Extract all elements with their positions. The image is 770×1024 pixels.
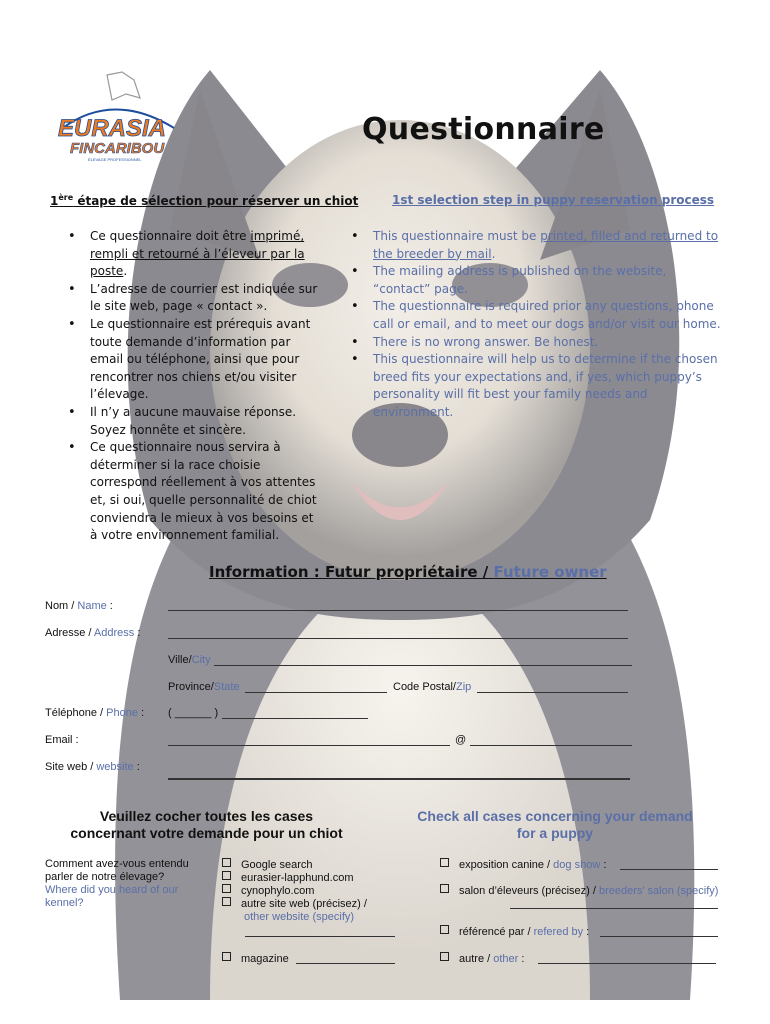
website-label: Site web / website : (45, 761, 140, 773)
checkbox[interactable] (440, 858, 449, 867)
source-question: Comment avez-vous entendu parler de notre élevage? Where did you heard of our kennel? (45, 858, 189, 909)
option-other[interactable]: autre / other : (440, 952, 524, 966)
checkbox[interactable] (222, 884, 231, 893)
option-breeders-salon[interactable]: salon d’éleveurs (précisez) / breeders’ salon (specify) (440, 884, 720, 898)
check-heading-en: Check all cases concerning your demand for a puppy (417, 808, 693, 841)
dog-show-field[interactable] (620, 869, 718, 870)
list-item: • There is no wrong answer. Be honest. (373, 334, 723, 352)
address-label: Adresse / Address : (45, 627, 141, 639)
phone-field[interactable] (222, 718, 368, 719)
option-referred-by[interactable]: référencé par / refered by : (440, 925, 589, 939)
list-item: • The questionnaire is required prior any questions, phone call or email, and to meet our dogs and/or visit our home. (373, 298, 723, 333)
wolf-head-icon (52, 70, 182, 165)
page-title: Questionnaire (362, 112, 605, 147)
owner-info-heading: Information : Futur propriétaire / Future owner (209, 563, 607, 581)
step-heading-en: 1st selection step in puppy reservation process (392, 193, 715, 207)
breeders-salon-field[interactable] (510, 908, 718, 909)
other-website-field[interactable] (245, 936, 395, 937)
logo-brand: EURASIA (58, 115, 167, 142)
city-label: Ville/City (168, 654, 211, 666)
checkbox[interactable] (222, 897, 231, 906)
list-item: • This questionnaire must be printed, filled and returned to the breeder by mail. (373, 228, 723, 263)
list-item: • Il n’y a aucune mauvaise réponse. Soyez honnête et sincère. (90, 404, 320, 439)
checkbox[interactable] (440, 925, 449, 934)
email-label: Email : (45, 734, 79, 746)
phone-area-code[interactable]: ( ______ ) (168, 707, 219, 719)
checkbox[interactable] (440, 884, 449, 893)
city-field[interactable] (214, 665, 632, 666)
other-field[interactable] (538, 963, 716, 964)
checkbox[interactable] (222, 858, 231, 867)
at-sign: @ (455, 734, 467, 746)
step-heading-fr: 1ère étape de sélection pour réserver un chiot (50, 193, 359, 208)
list-item: • Le questionnaire est prérequis avant toute demande d’information par email ou téléphone, ainsi que pour rencontrer nos chiens et/ou visiter l’élevage. (90, 316, 320, 404)
list-item: • This questionnaire will help us to determine if the chosen breed fits your expectations and, if yes, which puppy’s personality will fit best your family needs and environment. (373, 351, 723, 421)
checkbox[interactable] (222, 952, 231, 961)
list-item: • The mailing address is published on the website, “contact” page. (373, 263, 723, 298)
logo-tagline: ÉLEVAGE PROFESSIONNEL (88, 157, 142, 162)
zip-label: Code Postal/Zip (393, 681, 472, 693)
english-instructions-list (373, 228, 723, 422)
option-other-website[interactable]: autre site web (précisez) / other website (specify) (222, 897, 397, 924)
option-dog-show[interactable]: exposition canine / dog show : (440, 858, 606, 872)
checkbox[interactable] (222, 871, 231, 880)
option-magazine[interactable]: magazine (222, 952, 289, 966)
province-label: Province/State (168, 681, 240, 693)
email-user-field[interactable] (168, 745, 450, 746)
checkbox[interactable] (440, 952, 449, 961)
website-field[interactable] (168, 778, 630, 780)
option-cynophylo[interactable]: cynophylo.com (222, 884, 314, 898)
referred-by-field[interactable] (600, 936, 718, 937)
magazine-field[interactable] (296, 963, 395, 964)
list-item: • Ce questionnaire doit être imprimé, rempli et retourné à l’éleveur par la poste. (90, 228, 320, 281)
province-field[interactable] (245, 692, 387, 693)
name-label: Nom / Name : (45, 600, 113, 612)
phone-label: Téléphone / Phone : (45, 707, 145, 719)
option-google[interactable]: Google search (222, 858, 313, 872)
address-field[interactable] (168, 638, 628, 639)
name-field[interactable] (168, 610, 628, 611)
zip-field[interactable] (477, 692, 628, 693)
list-item: • Ce questionnaire nous servira à déterminer si la race choisie correspond réellement à vos attentes et, si oui, quelle personnalité de chiot conviendra le mieux à vos besoins et à votre environnement familial. (90, 439, 320, 545)
check-heading-fr: Veuillez cocher toutes les cases concernant votre demande pour un chiot (70, 808, 343, 841)
eurasia-fincaribou-logo (52, 70, 182, 165)
list-item: • L’adresse de courrier est indiquée sur le site web, page « contact ». (90, 281, 320, 316)
email-domain-field[interactable] (470, 745, 632, 746)
french-instructions-list (90, 228, 320, 545)
logo-sub: FINCARIBOU (70, 140, 165, 157)
option-eurasier-lapphund[interactable]: eurasier-lapphund.com (222, 871, 354, 885)
